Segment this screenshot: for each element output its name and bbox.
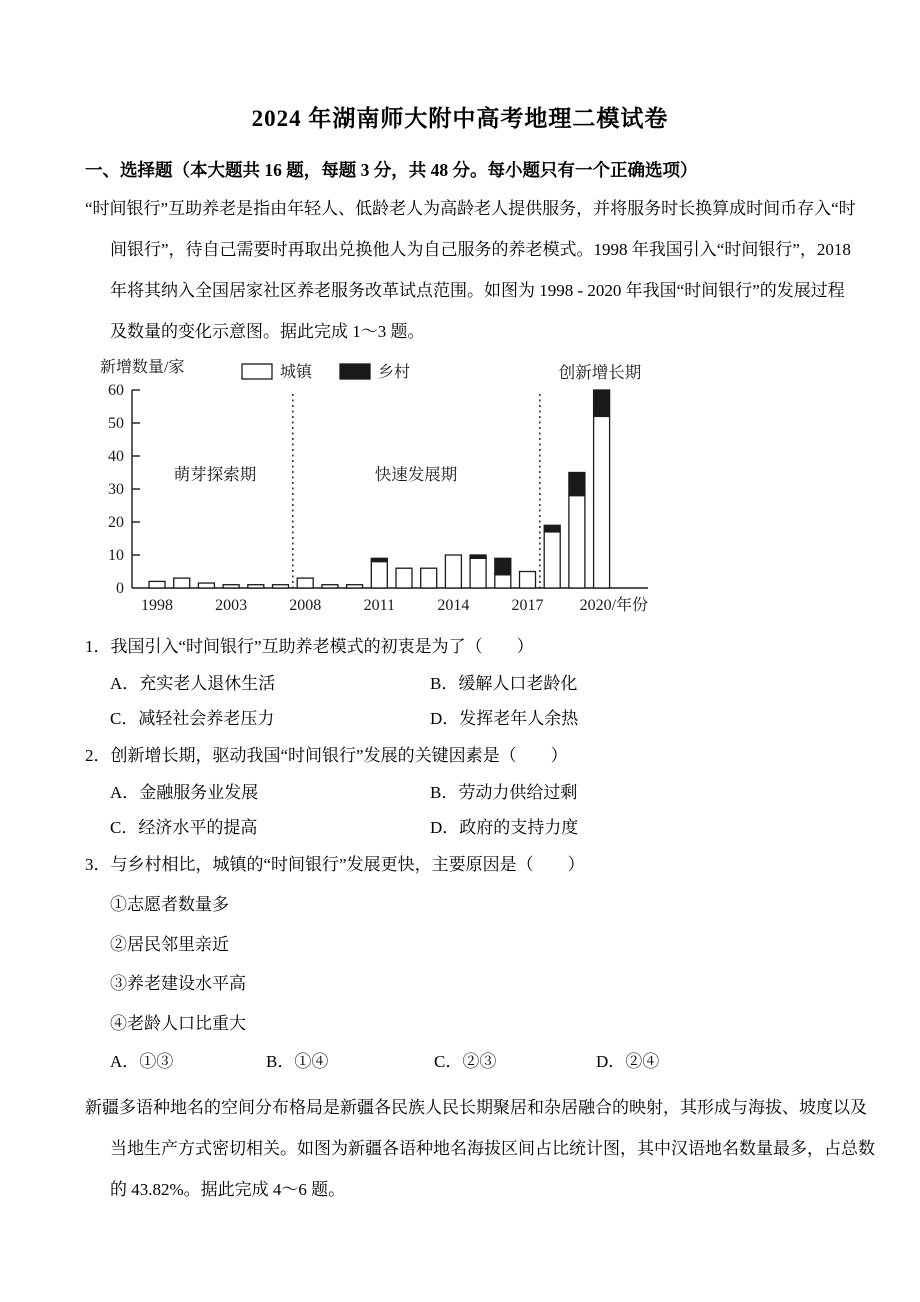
passage-1-line-2: 间银行”，待自己需要时再取出兑换他人为自己服务的养老模式。1998 年我国引入“时间银行”，2018 <box>110 240 851 259</box>
question-2-option-b: B．劳动力供给过剩 <box>430 783 578 802</box>
x-tick-label: 2017 <box>511 597 544 614</box>
question-3-option-d: D．②④ <box>596 1052 660 1071</box>
urban-bar <box>273 585 289 588</box>
urban-bar <box>396 568 412 588</box>
passage-1-line-3: 年将其纳入全国居家社区养老服务改革试点范围。如图为 1998 - 2020 年我国“时间银行”的发展过程 <box>110 281 845 300</box>
rural-bar <box>371 558 387 561</box>
phase-label: 快速发展期 <box>374 465 458 484</box>
urban-bar <box>445 555 461 588</box>
x-tick-label: 2014 <box>437 597 470 614</box>
question-1 <box>85 627 835 736</box>
passage-2-line-1: 新疆多语种地名的空间分布格局是新疆各民族人民长期聚居和杂居融合的映射，其形成与海拔、坡度以及 <box>85 1098 867 1117</box>
question-3-stem: 3．与乡村相比，城镇的“时间银行”发展更快，主要原因是（ ） <box>85 855 585 874</box>
y-axis-title: 新增数量/家 <box>100 359 185 376</box>
question-2-options <box>110 776 835 845</box>
urban-bar <box>371 562 387 588</box>
y-tick-label: 10 <box>108 547 124 564</box>
urban-bar <box>544 532 560 588</box>
x-tick-label: 2003 <box>215 597 248 614</box>
legend-rural-label: 乡村 <box>378 364 411 381</box>
question-2-stem: 2．创新增长期，驱动我国“时间银行”发展的关键因素是（ ） <box>85 746 568 765</box>
page-title: 2024 年湖南师大附中高考地理二模试卷 <box>251 106 669 131</box>
question-1-option-b: B．缓解人口老龄化 <box>430 674 578 693</box>
urban-bar <box>174 578 190 588</box>
question-3-item-2: ②居民邻里亲近 <box>110 934 229 954</box>
y-tick-label: 40 <box>108 448 124 465</box>
passage-2-line-3: 的 43.82%。据此完成 4～6 题。 <box>110 1180 346 1199</box>
urban-bar <box>421 568 437 588</box>
question-3-options <box>110 1043 835 1081</box>
question-1-options <box>110 667 835 736</box>
question-2-option-c: C．经济水平的提高 <box>110 817 258 837</box>
question-3-item-3: ③养老建设水平高 <box>110 974 246 993</box>
rural-bar <box>544 525 560 532</box>
x-tick-label: 1998 <box>141 597 173 614</box>
phase-label: 创新增长期 <box>558 363 642 382</box>
time-bank-chart <box>100 354 835 621</box>
question-1-option-d: D．发挥老年人余热 <box>430 708 579 728</box>
rural-bar <box>569 473 585 496</box>
urban-bar <box>520 572 536 589</box>
passage-1 <box>85 188 856 352</box>
y-tick-label: 50 <box>108 415 124 432</box>
urban-bar <box>297 578 313 588</box>
urban-bar <box>347 585 363 588</box>
passage-1-line-1: “时间银行”互助养老是指由年轻人、低龄老人为高龄老人提供服务，并将服务时长换算成时间币存入“时 <box>85 199 856 218</box>
y-tick-label: 60 <box>108 382 124 399</box>
passage-2-line-2: 当地生产方式密切相关。如图为新疆各语种地名海拔区间占比统计图，其中汉语地名数量最多，占总数 <box>110 1139 875 1158</box>
question-3-option-c: C．②③ <box>434 1052 497 1071</box>
y-tick-label: 30 <box>108 481 124 498</box>
question-2 <box>85 736 835 845</box>
x-tick-label: 2020/年份 <box>579 597 649 614</box>
rural-bar <box>470 555 486 558</box>
question-3 <box>85 845 835 1081</box>
time-bank-chart-svg <box>100 354 700 616</box>
x-tick-label: 2011 <box>363 597 396 614</box>
question-3-item-4: ④老龄人口比重大 <box>110 1013 246 1033</box>
legend-urban-label: 城镇 <box>280 364 313 381</box>
urban-bar <box>569 496 585 588</box>
urban-bar <box>470 558 486 588</box>
x-tick-label: 2008 <box>289 597 322 614</box>
urban-bar <box>198 583 214 588</box>
passage-2 <box>85 1087 875 1210</box>
urban-bar <box>248 585 264 588</box>
question-1-option-a: A．充实老人退休生活 <box>110 674 276 693</box>
passage-1-line-4: 及数量的变化示意图。据此完成 1～3 题。 <box>110 322 425 341</box>
rural-bar <box>495 558 511 575</box>
question-3-option-b: B．①④ <box>266 1052 329 1071</box>
question-1-option-c: C．减轻社会养老压力 <box>110 708 275 728</box>
urban-bar <box>495 575 511 588</box>
question-2-option-a: A．金融服务业发展 <box>110 783 259 802</box>
y-tick-label: 20 <box>108 514 124 531</box>
y-tick-label: 0 <box>116 580 124 597</box>
rural-bar <box>594 390 610 416</box>
question-2-option-d: D．政府的支持力度 <box>430 817 579 837</box>
legend-urban-swatch <box>242 364 272 379</box>
urban-bar <box>594 416 610 588</box>
phase-label: 萌芽探索期 <box>173 465 257 484</box>
section-heading: 一、选择题（本大题共 16 题，每题 3 分，共 48 分。每小题只有一个正确选项） <box>85 160 698 180</box>
urban-bar <box>149 581 165 588</box>
question-1-stem: 1．我国引入“时间银行”互助养老模式的初衷是为了（ ） <box>85 637 534 656</box>
urban-bar <box>223 585 239 588</box>
question-3-option-a: A．①③ <box>110 1052 174 1071</box>
question-3-item-1: ①志愿者数量多 <box>110 895 229 914</box>
legend-rural-swatch <box>340 364 370 379</box>
urban-bar <box>322 585 338 588</box>
